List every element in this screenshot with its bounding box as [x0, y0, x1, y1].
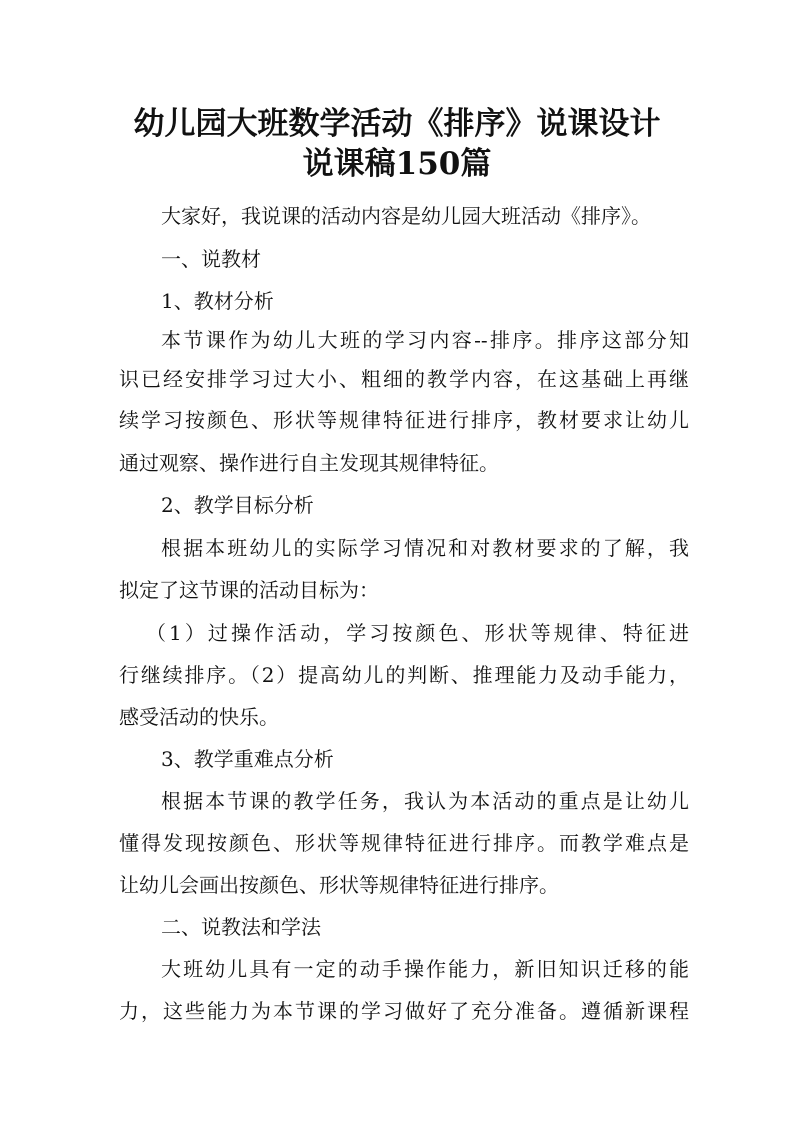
paragraph-line: 本节课作为幼儿大班的学习内容--排序。排序这部分知 [161, 328, 689, 352]
paragraph-line: 通过观察、操作进行自主发现其规律特征。 [119, 451, 499, 475]
paragraph-line: 续学习按颜色、形状等规律特征进行排序，教材要求让幼儿 [119, 408, 689, 432]
paragraph-line: 让幼儿会画出按颜色、形状等规律特征进行排序。 [119, 873, 559, 897]
paragraph-intro: 大家好，我说课的活动内容是幼儿园大班活动《排序》。 [161, 204, 651, 228]
heading-subsection-3: 3、教学重难点分析 [161, 747, 334, 771]
paragraph-line: 根据本节课的教学任务，我认为本活动的重点是让幼儿 [161, 789, 689, 813]
paragraph-line: 识已经安排学习过大小、粗细的教学内容，在这基础上再继 [119, 367, 689, 391]
paragraph-line: 懂得发现按颜色、形状等规律特征进行排序。而教学难点是 [119, 831, 689, 855]
paragraph-line: （1）过操作活动，学习按颜色、形状等规律、特征进 [146, 621, 689, 645]
heading-subsection-2: 2、教学目标分析 [161, 493, 314, 517]
paragraph-line: 力，这些能力为本节课的学习做好了充分准备。遵循新课程 [119, 999, 689, 1023]
paragraph-line: 行继续排序。（2）提高幼儿的判断、推理能力及动手能力， [119, 663, 689, 687]
heading-subsection-1: 1、教材分析 [161, 289, 274, 313]
paragraph-line: 大班幼儿具有一定的动手操作能力，新旧知识迁移的能 [161, 957, 689, 981]
paragraph-line: 根据本班幼儿的实际学习情况和对教材要求的了解，我 [161, 536, 689, 560]
paragraph-line: 感受活动的快乐。 [119, 705, 279, 729]
document-title-line-1: 幼儿园大班数学活动《排序》说课设计 [133, 106, 661, 142]
paragraph-line: 拟定了这节课的活动目标为： [119, 578, 379, 602]
heading-section-2: 二、说教法和学法 [161, 915, 321, 939]
document-title-line-2: 说课稿150篇 [302, 146, 492, 182]
heading-section-1: 一、说教材 [161, 247, 261, 271]
